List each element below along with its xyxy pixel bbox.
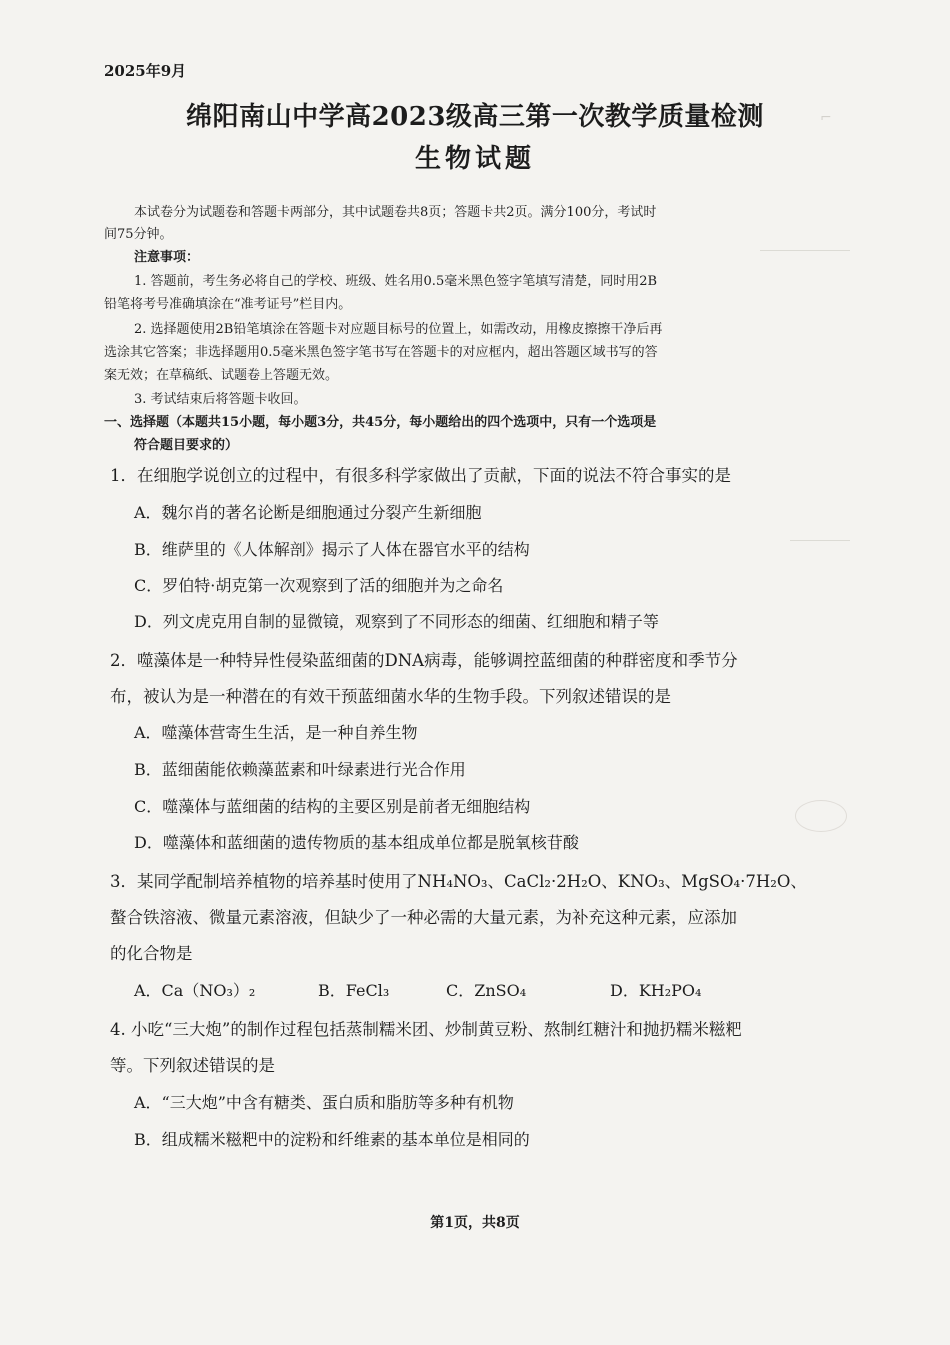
question-1-option-d: D．列文虎克用自制的显微镜，观察到了不同形态的细菌、红细胞和精子等 xyxy=(134,612,659,631)
notice-heading: 注意事项： xyxy=(134,250,200,265)
exam-title: 绵阳南山中学高2023级高三第一次教学质量检测 xyxy=(186,102,764,132)
notice-line: 3. 考试结束后将答题卡收回。 xyxy=(134,392,307,407)
question-3-stem-lead: 3．某同学配制培养植物的培养基时使用了 xyxy=(110,872,418,891)
question-3-compounds: NH₄NO₃、CaCl₂·2H₂O、KNO₃、MgSO₄·7H₂O、 xyxy=(417,872,807,891)
question-3-option-a: A．Ca（NO₃）₂ xyxy=(134,981,256,1000)
section-heading: 一、选择题（本题共15小题，每小题3分，共45分，每小题给出的四个选项中，只有一个选项是 xyxy=(104,415,657,430)
notice-line: 选涂其它答案；非选择题用0.5毫米黑色签字笔书写在答题卡的对应框内，超出答题区域书写的答 xyxy=(104,345,658,360)
notice-line: 1. 答题前，考生务必将自己的学校、班级、姓名用0.5毫米黑色签字笔填写清楚，同时用2B xyxy=(134,274,658,289)
question-2-option-c: C．噬藻体与蓝细菌的结构的主要区别是前者无细胞结构 xyxy=(134,797,531,816)
question-1-stem: 1．在细胞学说创立的过程中，有很多科学家做出了贡献，下面的说法不符合事实的是 xyxy=(110,466,731,485)
question-4-stem: 4. 小吃“三大炮”的制作过程包括蒸制糯米团、炒制黄豆粉、熬制红糖汁和抛扔糯米糍粑 xyxy=(110,1020,742,1039)
question-3-stem xyxy=(110,868,807,892)
question-3-option-d: D．KH₂PO₄ xyxy=(610,981,702,1000)
question-2-stem: 2．噬藻体是一种特异性侵染蓝细菌的DNA病毒，能够调控蓝细菌的种群密度和季节分 xyxy=(110,651,738,670)
question-3-option-b: B．FeCl₃ xyxy=(318,981,390,1000)
question-2-option-d: D．噬藻体和蓝细菌的遗传物质的基本组成单位都是脱氧核苷酸 xyxy=(134,833,579,852)
question-2-option-b: B．蓝细菌能依赖藻蓝素和叶绿素进行光合作用 xyxy=(134,760,466,779)
question-4-option-a: A．“三大炮”中含有糖类、蛋白质和脂肪等多种有机物 xyxy=(134,1093,514,1112)
bleed-through-mark: ⌐ xyxy=(820,110,832,126)
notice-line: 案无效；在草稿纸、试题卷上答题无效。 xyxy=(104,368,339,383)
exam-date: 2025年9月 xyxy=(104,62,187,80)
question-4-option-b: B．组成糯米糍粑中的淀粉和纤维素的基本单位是相同的 xyxy=(134,1130,530,1149)
subject-title: 生物试题 xyxy=(414,144,535,174)
question-1-option-c: C．罗伯特·胡克第一次观察到了活的细胞并为之命名 xyxy=(134,576,504,595)
notice-line: 铅笔将考号准确填涂在“准考证号”栏目内。 xyxy=(104,297,352,312)
question-2-option-a: A．噬藻体营寄生生活，是一种自养生物 xyxy=(134,723,418,742)
question-3-stem-cont: 的化合物是 xyxy=(110,944,193,963)
question-1-option-b: B．维萨里的《人体解剖》揭示了人体在器官水平的结构 xyxy=(134,540,530,559)
question-1-option-a: A．魏尔肖的著名论断是细胞通过分裂产生新细胞 xyxy=(134,503,482,522)
bleed-through-mark xyxy=(760,250,850,251)
question-2-stem-cont: 布，被认为是一种潜在的有效干预蓝细菌水华的生物手段。下列叙述错误的是 xyxy=(110,687,671,706)
question-3-stem-cont: 螯合铁溶液、微量元素溶液，但缺少了一种必需的大量元素，为补充这种元素，应添加 xyxy=(110,908,737,927)
question-4-stem-cont: 等。下列叙述错误的是 xyxy=(110,1056,275,1075)
notice-line: 2. 选择题使用2B铅笔填涂在答题卡对应题目标号的位置上，如需改动，用橡皮擦擦干净后再 xyxy=(134,322,663,337)
intro-line: 本试卷分为试题卷和答题卡两部分，其中试题卷共8页；答题卡共2页。满分100分，考试时 xyxy=(134,205,657,220)
bleed-through-mark xyxy=(795,800,847,832)
page-number: 第1页，共8页 xyxy=(430,1215,520,1231)
question-3-option-c: C．ZnSO₄ xyxy=(446,981,527,1000)
intro-line: 间75分钟。 xyxy=(104,227,173,242)
section-heading-cont: 符合题目要求的） xyxy=(134,438,239,453)
bleed-through-mark xyxy=(790,540,850,541)
